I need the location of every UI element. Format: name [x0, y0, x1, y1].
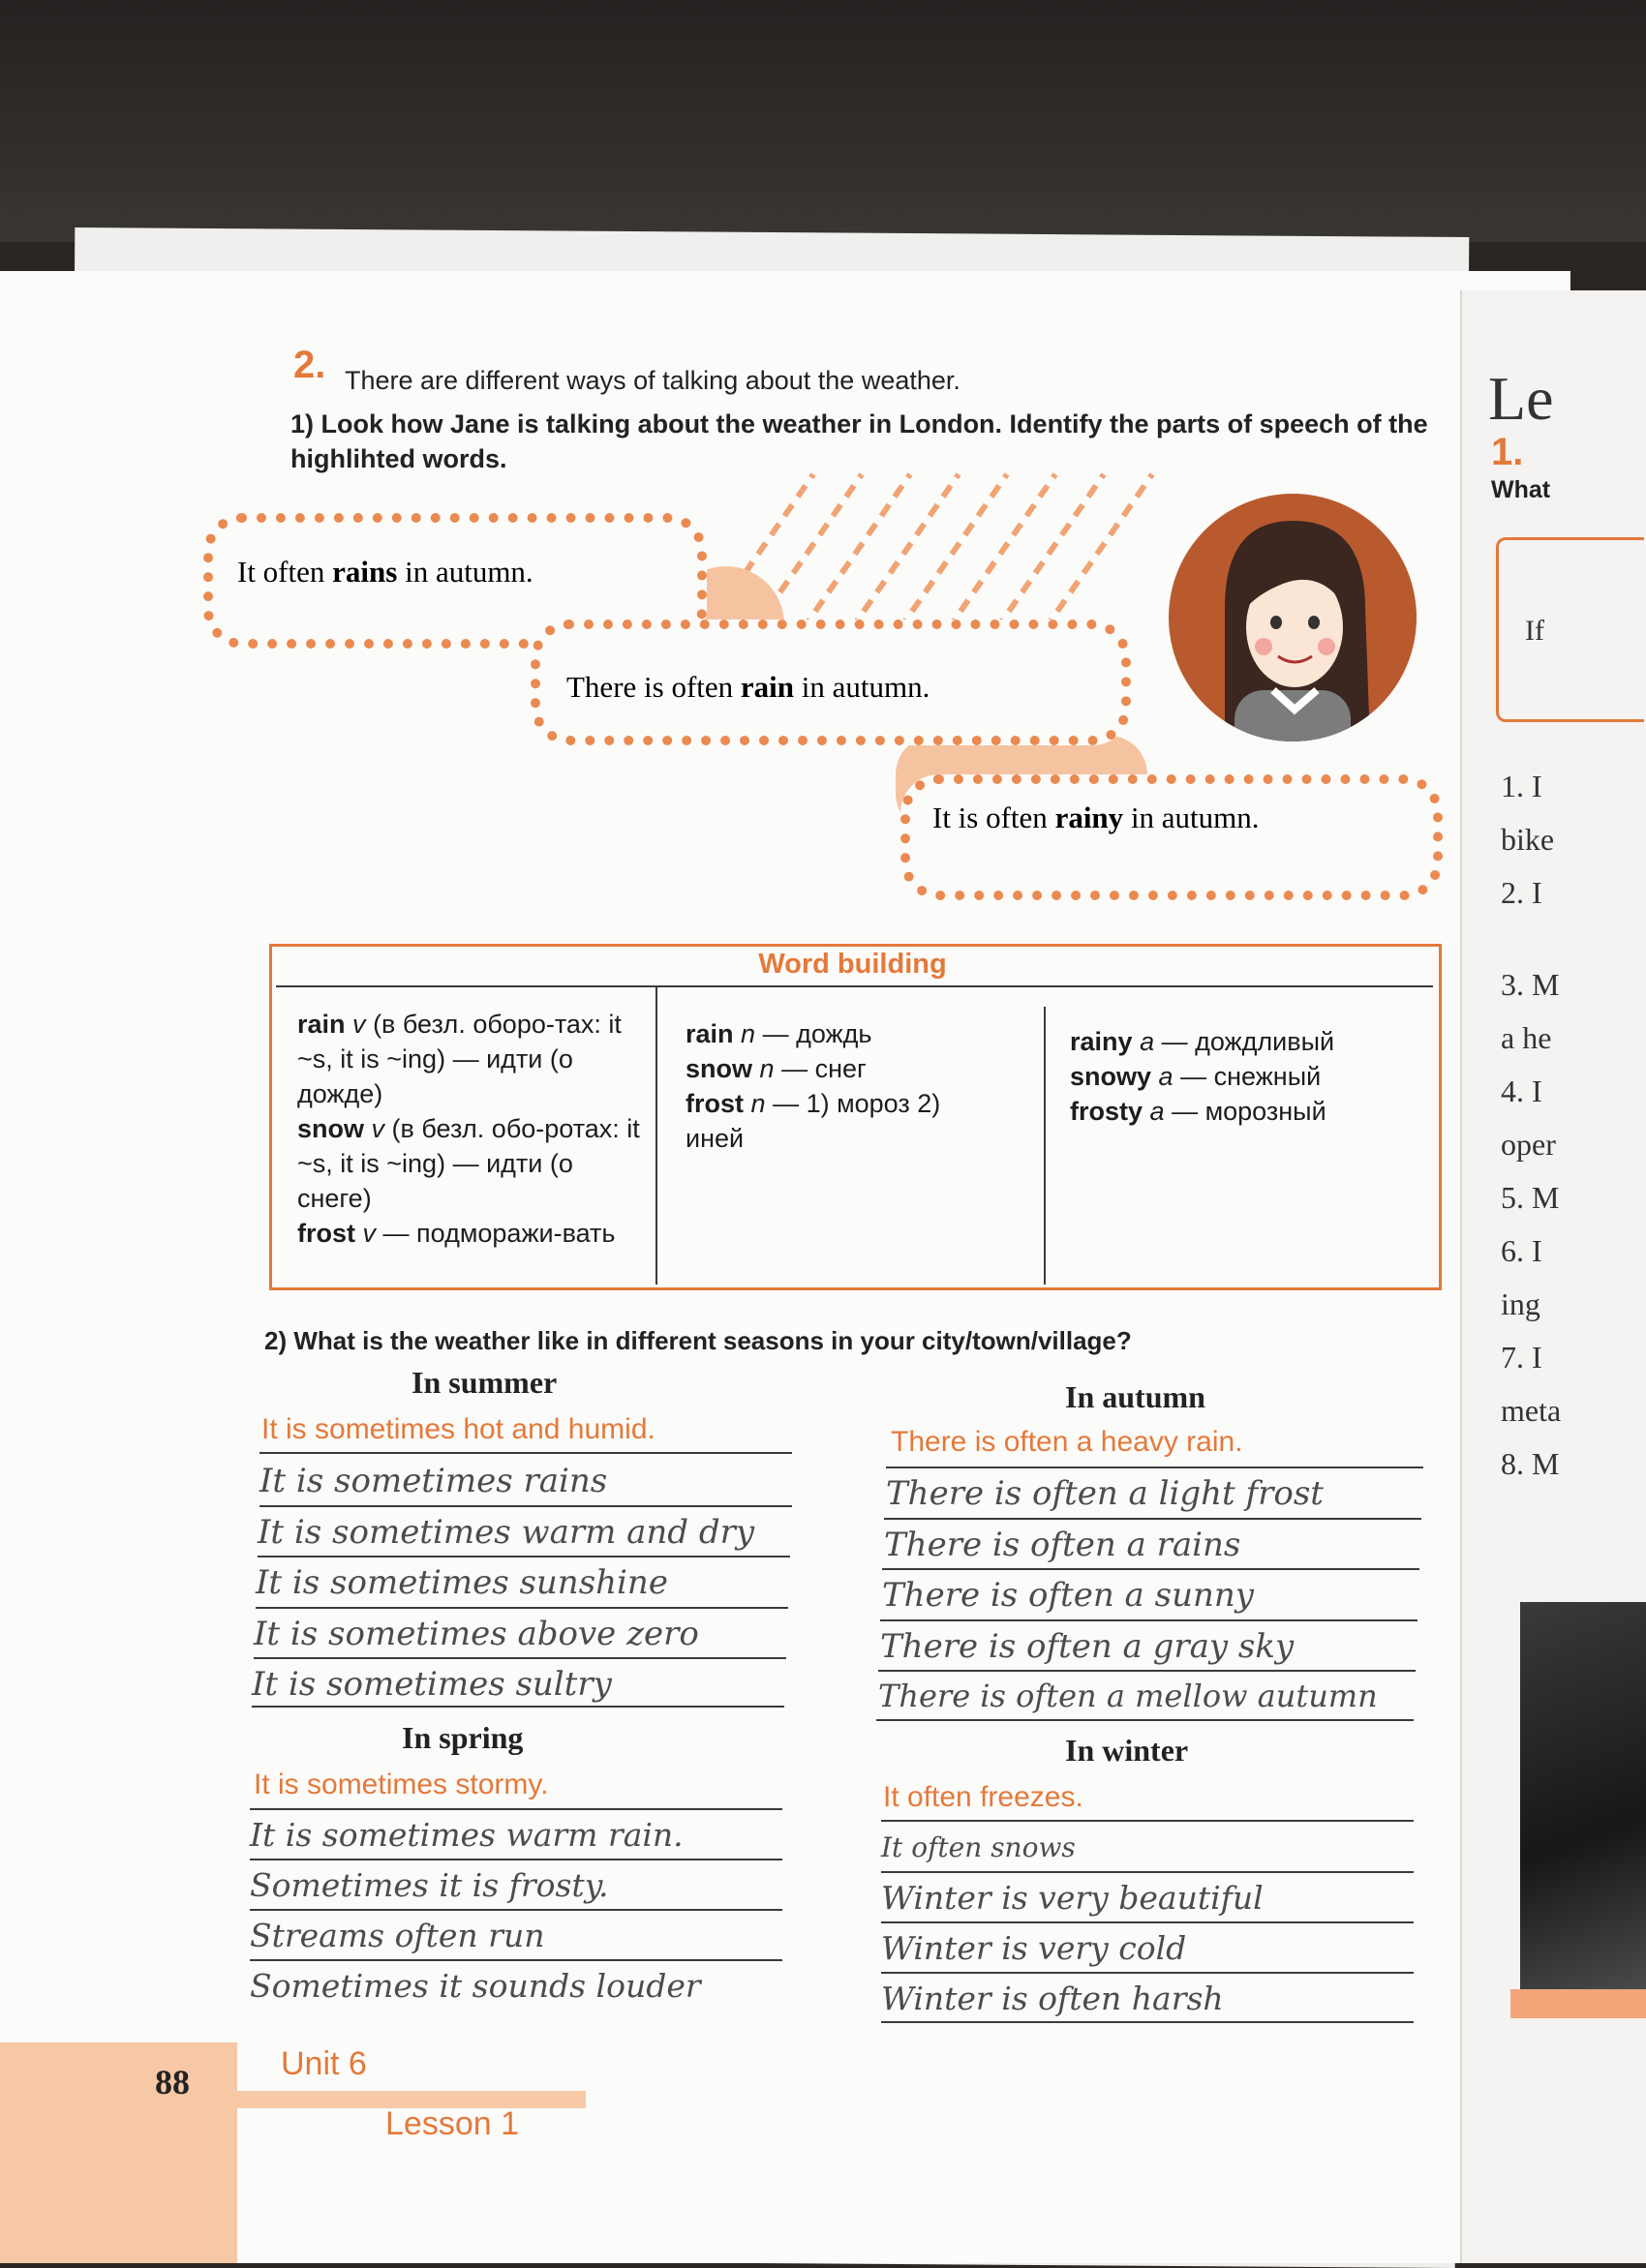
table-col-divider-1 — [655, 985, 657, 1285]
col3-entry-frosty: frosty a — морозный — [1070, 1097, 1326, 1126]
autumn-answer-4: There is often a gray sky — [880, 1627, 1295, 1666]
right-item: a he — [1501, 1020, 1552, 1055]
table-header-rule — [276, 985, 1433, 987]
exercise-number: 2. — [293, 344, 326, 386]
spring-answer-1: It is sometimes warm rain. — [250, 1816, 684, 1854]
spring-line-1 — [250, 1859, 782, 1860]
right-page-photo-band — [1510, 1989, 1646, 2018]
col1-entry-snow: snow v (в безл. обо-ротах: it ~s, it is ~ing) — идти (о снеге) — [297, 1114, 640, 1213]
autumn-example: There is often a heavy rain. — [891, 1426, 1243, 1458]
summer-answer-4: It is sometimes above zero — [254, 1615, 699, 1653]
winter-line-4 — [881, 2021, 1414, 2023]
autumn-line-1 — [884, 1518, 1421, 1520]
col2-entry-snow: snow n — снег — [686, 1054, 867, 1083]
speech-bubble-3 — [900, 774, 1443, 900]
summer-answer-1: It is sometimes rains — [259, 1462, 608, 1500]
col1-entry-rain: rain v (в безл. оборо-тах: it ~s, it is ~ing) — идти (о дожде) — [297, 1010, 622, 1108]
spring-line-2 — [250, 1909, 782, 1911]
col1-entry-frost: frost v — подморажи-вать — [297, 1219, 616, 1248]
autumn-line-5 — [876, 1719, 1414, 1721]
summer-title: In summer — [412, 1365, 558, 1400]
right-page-box-text: If — [1525, 615, 1544, 647]
page-number: 88 — [155, 2063, 190, 2102]
winter-line-1 — [881, 1871, 1414, 1873]
spring-example: It is sometimes stormy. — [254, 1769, 549, 1800]
right-item: 1. I — [1501, 769, 1542, 803]
table-col3 — [1070, 1024, 1428, 1129]
col2-entry-rain: rain n — дождь — [686, 1019, 872, 1048]
autumn-answer-5: There is often a mellow autumn — [878, 1678, 1378, 1714]
summer-line-5 — [252, 1706, 784, 1708]
right-item: 6. I — [1501, 1233, 1542, 1268]
autumn-title: In autumn — [1065, 1379, 1205, 1414]
spring-line-3 — [250, 1959, 782, 1961]
winter-line-2 — [881, 1921, 1414, 1923]
col2-entry-frost: frost n — 1) мороз 2) иней — [686, 1089, 941, 1153]
summer-line-3 — [256, 1607, 788, 1609]
right-item: bike — [1501, 822, 1555, 857]
table-col1 — [297, 1007, 646, 1251]
autumn-line-2 — [882, 1568, 1419, 1570]
summer-line-2 — [258, 1556, 790, 1557]
right-page-ex-number: 1. — [1491, 431, 1524, 473]
right-page-items — [1501, 760, 1646, 1491]
right-item: 5. M — [1501, 1180, 1560, 1215]
winter-title: In winter — [1065, 1733, 1189, 1768]
summer-answer-3: It is sometimes sunshine — [256, 1563, 668, 1602]
right-page-box — [1496, 537, 1644, 722]
spring-line-0 — [250, 1808, 782, 1810]
col3-entry-snowy: snowy a — снежный — [1070, 1062, 1322, 1091]
exercise-intro: There are different ways of talking about the weather. — [345, 366, 960, 395]
spring-answer-3: Streams often run — [250, 1917, 545, 1954]
autumn-answer-3: There is often a sunny — [882, 1576, 1254, 1615]
jane-portrait — [1167, 492, 1418, 743]
col3-entry-rainy: rainy a — дождливый — [1070, 1027, 1335, 1056]
right-item: 2. I — [1501, 875, 1542, 910]
summer-answer-2: It is sometimes warm and dry — [258, 1513, 755, 1552]
right-page-photo — [1520, 1602, 1646, 1989]
right-item: ing — [1501, 1286, 1540, 1321]
right-page-ex-line: What — [1491, 476, 1551, 503]
right-item: 8. M — [1501, 1446, 1560, 1481]
right-item: 4. I — [1501, 1074, 1542, 1108]
autumn-answer-2: There is often a rains — [884, 1526, 1241, 1564]
word-building-title: Word building — [758, 949, 947, 980]
right-page-heading: Le — [1488, 364, 1554, 433]
spring-answer-4: Sometimes it sounds louder — [250, 1967, 701, 2005]
table-col-divider-2 — [1044, 1007, 1046, 1285]
task2-instruction: 2) What is the weather like in different seasons in your city/town/village? — [264, 1326, 1132, 1355]
spring-title: In spring — [402, 1720, 524, 1755]
bubble-1-text: It often rains in autumn. — [237, 555, 533, 589]
summer-line-4 — [254, 1657, 786, 1659]
summer-line-1 — [259, 1505, 792, 1507]
autumn-line-3 — [880, 1619, 1417, 1621]
summer-answer-5: It is sometimes sultry — [252, 1665, 612, 1704]
right-item: oper — [1501, 1127, 1556, 1162]
spring-answer-2: Sometimes it is frosty. — [250, 1866, 609, 1904]
right-item: 7. I — [1501, 1340, 1542, 1375]
winter-answer-2: Winter is very beautiful — [881, 1879, 1264, 1917]
winter-answer-1: It often snows — [881, 1831, 1076, 1863]
winter-line-0 — [881, 1820, 1414, 1822]
summer-line-0 — [259, 1452, 792, 1454]
page-margin-tint — [0, 2042, 237, 2263]
table-col2 — [686, 1016, 1034, 1156]
winter-example: It often freezes. — [883, 1781, 1083, 1813]
autumn-line-4 — [878, 1670, 1416, 1672]
right-item: 3. M — [1501, 967, 1560, 1002]
autumn-line-0 — [886, 1467, 1423, 1468]
footer-unit: Unit 6 — [281, 2045, 367, 2082]
right-item: meta — [1501, 1393, 1562, 1428]
footer-lesson: Lesson 1 — [385, 2105, 519, 2142]
autumn-answer-1: There is often a light frost — [886, 1474, 1324, 1513]
task1-instruction: 1) Look how Jane is talking about the weather in London. Identify the parts of speech of the highlihted words. — [290, 409, 1428, 473]
bubble-2-text: There is often rain in autumn. — [566, 670, 930, 704]
scan-background — [0, 0, 1646, 242]
bubble-3-text: It is often rainy in autumn. — [932, 801, 1260, 834]
winter-answer-3: Winter is very cold — [881, 1929, 1187, 1967]
summer-example: It is sometimes hot and humid. — [261, 1413, 655, 1445]
winter-line-3 — [881, 1972, 1414, 1974]
winter-answer-4: Winter is often harsh — [881, 1980, 1224, 2017]
